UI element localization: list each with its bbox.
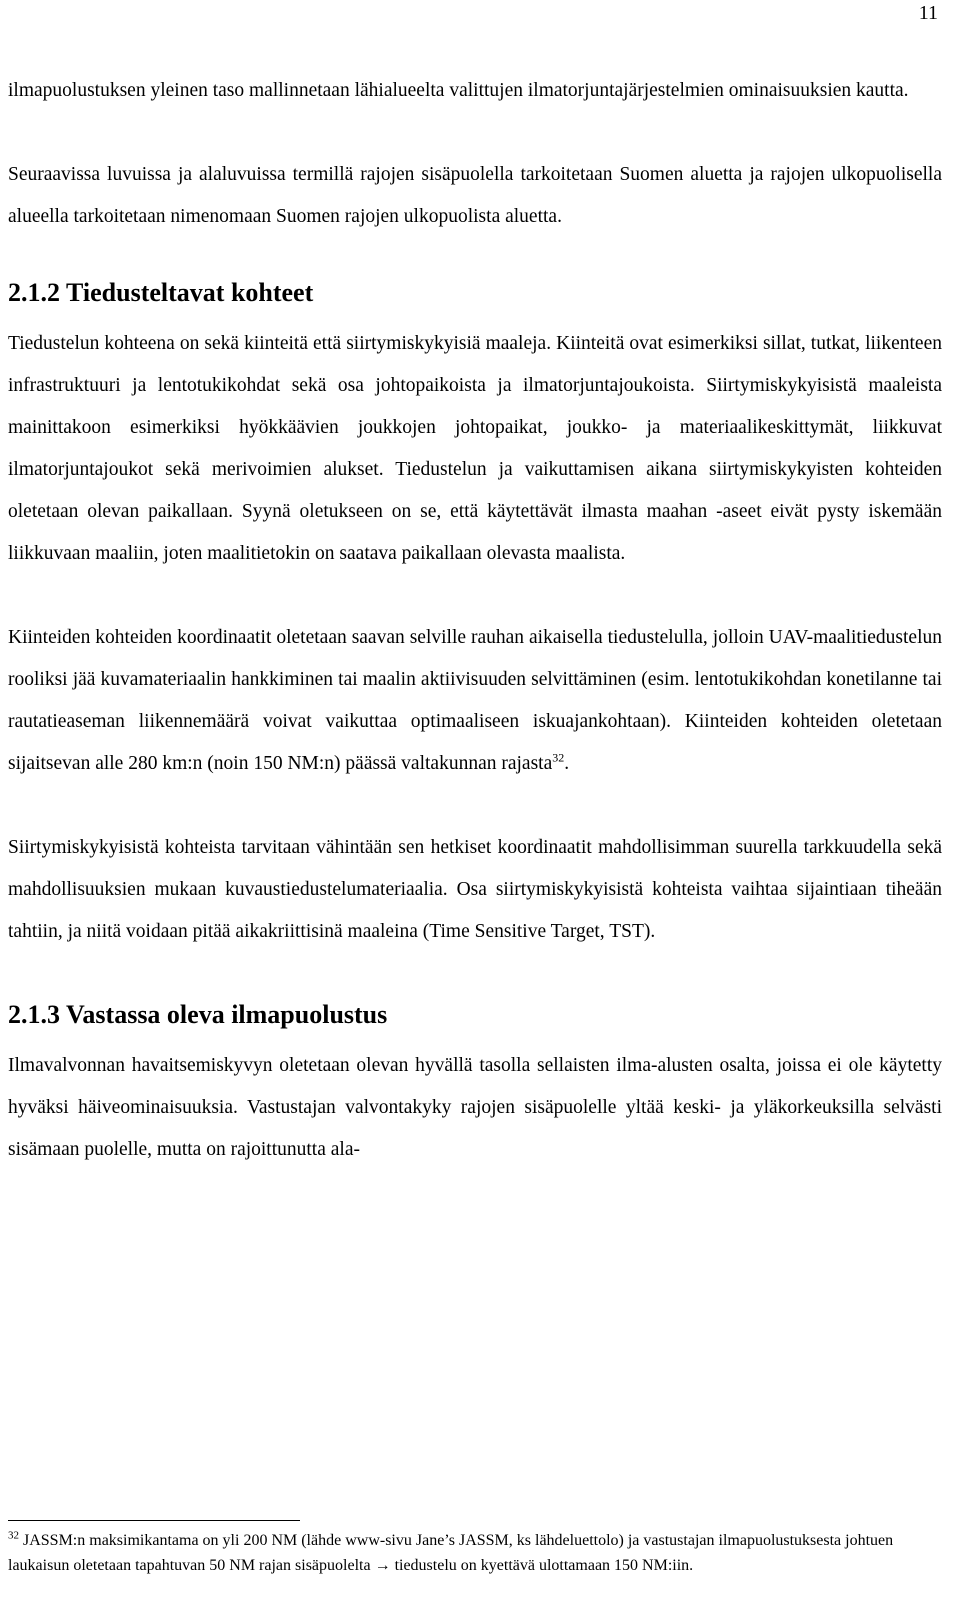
paragraph-text: Kiinteiden kohteiden koordinaatit oletetaan saavan selville rauhan aikaisella tiedustelulla, jolloin UAV-maalitiedustelun rooliksi jää kuvamateriaalin hankkiminen tai maalin aktiivisuuden selvittäminen (esim. lentotukikohdan konetilanne tai rautatieaseman liikennemäärä voivat vaikuttaa optimaaliseen iskuajankohtaan). Kiinteiden kohteiden oletetaan sijaitsevan alle 280 km:n (noin 150 NM:n) päässä valtakunnan rajasta <box>8 627 942 774</box>
footnote-reference[interactable]: 32 <box>552 750 565 765</box>
paragraph: Tiedustelun kohteena on sekä kiinteitä että siirtymiskykyisiä maaleja. Kiinteitä ovat esimerkiksi sillat, tutkat, liikenteen infrastruktuuri ja lentotukikohdat sekä osa johtopaikoista ja ilmatorjuntajoukoista. Siirtymiskykyisistä maaleista mainittakoon esimerkiksi hyökkäävien joukkojen johtopaikat, joukko- ja materiaalikeskittymät, liikkuvat ilmatorjuntajoukot sekä merivoimien alukset. Tiedustelun ja vaikuttamisen aikana siirtymiskykyisten kohteiden oletetaan olevan paikallaan. Syynä oletukseen on se, että käytettävät ilmasta maahan -aseet eivät pysty iskemään liikkuvaan maaliin, joten maalitietokin on saatava paikallaan olevasta maalista. <box>8 333 942 564</box>
arrow-icon: → <box>374 1557 391 1574</box>
section-heading: 2.1.2 Tiedusteltavat kohteet <box>8 278 314 307</box>
paragraph-end: . <box>564 753 570 774</box>
paragraph: Ilmavalvonnan havaitsemiskyvyn oletetaan olevan hyvällä tasolla sellaisten ilma-alusten osalta, joissa ei ole käytetty hyväksi häiveominaisuuksia. Vastustajan valvontakyky rajojen sisäpuolelle yltää keski- ja yläkorkeuksilla selvästi sisämaan puolelle, mutta on rajoittunutta ala- <box>8 1055 942 1160</box>
footnote <box>8 1528 928 1578</box>
footnote-text: JASSM:n maksimikantama on yli 200 NM (lähde www-sivu Jane’s JASSM, ks lähdeluettolo) ja vastustajan ilmapuolustuksesta johtuen laukaisun oletetaan tapahtuvan 50 NM rajan sisäpuolelta <box>8 1532 894 1574</box>
footnote-number: 32 <box>8 1529 19 1542</box>
footnote-text-end: tiedustelu on kyettävä ulottamaan 150 NM:iin. <box>390 1557 694 1574</box>
document-body <box>8 70 942 1171</box>
paragraph: ilmapuolustuksen yleinen taso mallinnetaan lähialueelta valittujen ilmatorjuntajärjestelmien ominaisuuksien kautta. <box>8 80 909 101</box>
paragraph <box>8 617 942 785</box>
paragraph: Siirtymiskykyisistä kohteista tarvitaan vähintään sen hetkiset koordinaatit mahdollisimman suurella tarkkuudella sekä mahdollisuuksien mukaan kuvaustiedustelumateriaalia. Osa siirtymiskykyisistä kohteista vaihtaa sijaintiaan tiheään tahtiin, ja niitä voidaan pitää aikakriittisinä maaleina (Time Sensitive Target, TST). <box>8 837 942 942</box>
page-number: 11 <box>918 2 938 24</box>
section-heading: 2.1.3 Vastassa oleva ilmapuolustus <box>8 1000 388 1029</box>
footnote-divider <box>8 1520 300 1521</box>
paragraph: Seuraavissa luvuissa ja alaluvuissa termillä rajojen sisäpuolella tarkoitetaan Suomen aluetta ja rajojen ulkopuolisella alueella tarkoitetaan nimenomaan Suomen rajojen ulkopuolista aluetta. <box>8 164 942 227</box>
